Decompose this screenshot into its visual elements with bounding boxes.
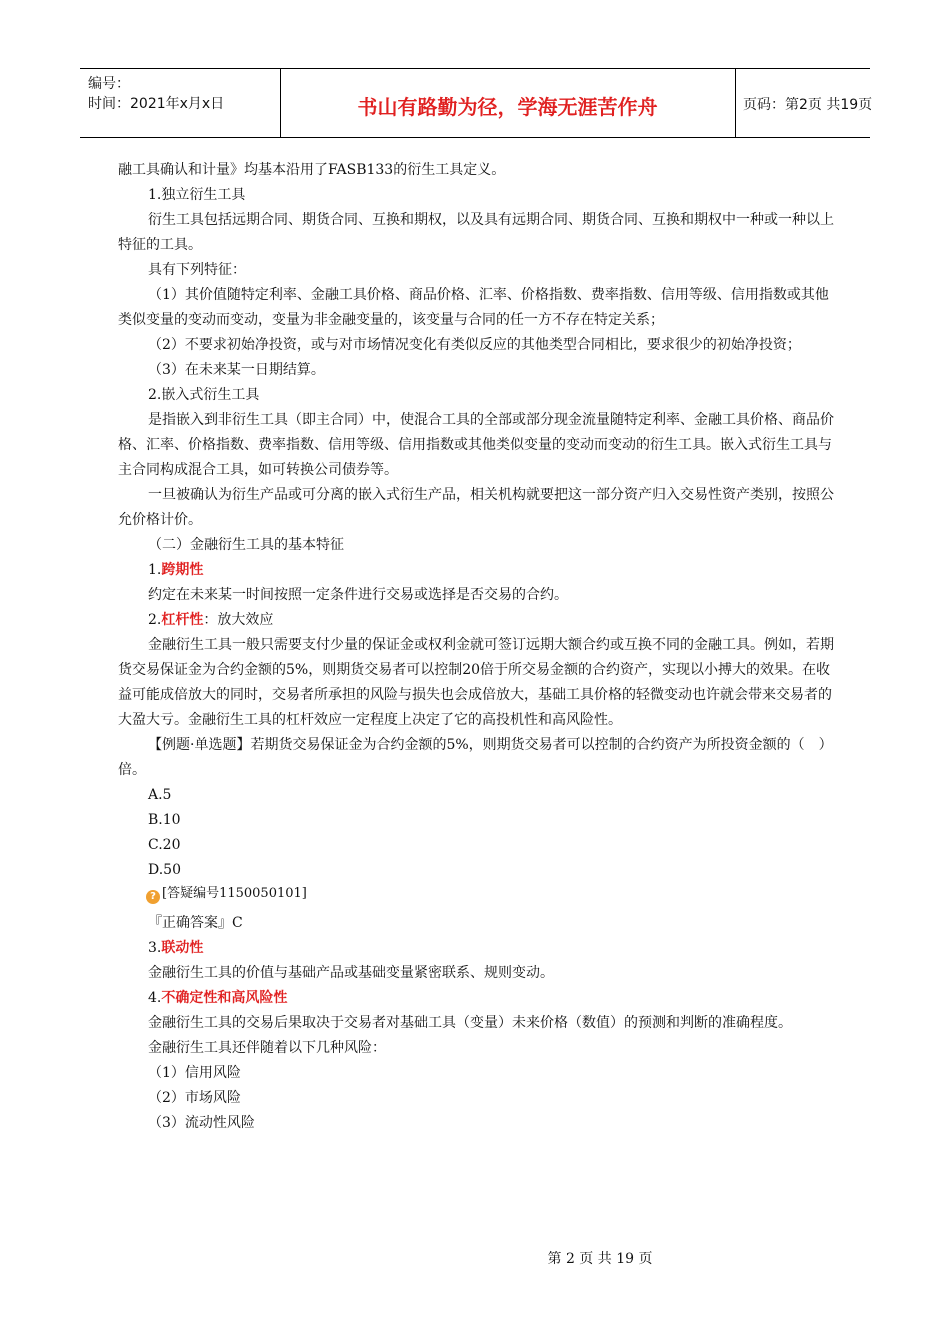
feature-heading: [118, 608, 838, 633]
feature-suffix: ：放大效应: [203, 612, 274, 628]
paragraph: 是指嵌入到非衍生工具（即主合同）中，使混合工具的全部或部分现金流量随特定利率、金融工具价格、商品价格、汇率、价格指数、费率指数、信用等级、信用指数或其他类似变量的变动而变动的衍生工具。嵌入式衍生工具与主合同构成混合工具，如可转换公司债券等。: [118, 412, 834, 478]
date-line: 时间：2021年x月x日: [88, 96, 225, 112]
paragraph: 约定在未来某一时间按照一定条件进行交易或选择是否交易的合约。: [148, 587, 568, 603]
question-icon: ?: [146, 890, 160, 904]
feature-title: 跨期性: [161, 562, 204, 578]
page-footer: [0, 1248, 950, 1268]
section-heading: 1.独立衍生工具: [148, 187, 246, 203]
paragraph: 金融衍生工具还伴随着以下几种风险：: [148, 1040, 386, 1056]
option-d: D.50: [148, 862, 181, 878]
page-header: [80, 68, 873, 138]
paragraph: 具有下列特征：: [148, 262, 246, 278]
header-page-info: 页码：第2页 共19页: [743, 97, 873, 113]
qa-reference[interactable]: [118, 883, 838, 905]
header-middle-cell: [280, 69, 736, 137]
qa-reference-text: [答疑编号1150050101]: [162, 886, 307, 901]
option-b: B.10: [148, 812, 181, 828]
paragraph: 融工具确认和计量》均基本沿用了FASB133的衍生工具定义。: [118, 162, 506, 178]
paragraph: 金融衍生工具一般只需要支付少量的保证金或权利金就可签订远期大额合约或互换不同的金融工具。例如，若期货交易保证金为合约金额的5%，则期货交易者可以控制20倍于所交易金额的合约资产，实现以小搏大的效果。在收益可能成倍放大的同时，交易者所承担的风险与损失也会成倍放大，基础工具价格的轻微变动也许就会带来交易者的大盈大亏。金融衍生工具的杠杆效应一定程度上决定了它的高投机性和高风险性。: [118, 637, 834, 728]
header-right-cell: [735, 69, 873, 137]
feature-heading: [118, 936, 838, 961]
option-c: C.20: [148, 837, 181, 853]
list-item: （3）在未来某一日期结算。: [148, 362, 325, 378]
paragraph: 金融衍生工具的价值与基础产品或基础变量紧密联系、规则变动。: [148, 965, 554, 981]
list-item: （1）信用风险: [148, 1065, 241, 1081]
correct-answer: 『正确答案』C: [148, 915, 243, 931]
list-item: （2）不要求初始净投资，或与对市场情况变化有类似反应的其他类型合同相比，要求很少的初始净投资；: [148, 337, 801, 353]
header-motto: 书山有路勤为径，学海无涯苦作舟: [357, 95, 658, 119]
feature-title: 不确定性和高风险性: [161, 990, 288, 1006]
document-body: [118, 158, 838, 1136]
feature-title: 联动性: [161, 940, 204, 956]
section-heading: 2.嵌入式衍生工具: [148, 387, 260, 403]
paragraph: 一旦被确认为衍生产品或可分离的嵌入式衍生产品，相关机构就要把这一部分资产归入交易性资产类别，按照公允价格计价。: [118, 487, 834, 528]
feature-number: 3.: [148, 940, 162, 956]
list-item: （1）其价值随特定利率、金融工具价格、商品价格、汇率、价格指数、费率指数、信用等级、信用指数或其他类似变量的变动而变动，变量为非金融变量的，该变量与合同的任一方不存在特定关系；: [118, 287, 829, 328]
example-question: 【例题·单选题】若期货交易保证金为合约金额的5%，则期货交易者可以控制的合约资产为所投资金额的（ ）倍。: [118, 737, 833, 778]
feature-title: 杠杆性: [161, 612, 204, 628]
section-heading: （二）金融衍生工具的基本特征: [148, 537, 344, 553]
number-label: 编号：: [88, 76, 130, 92]
feature-heading: [118, 558, 838, 583]
paragraph: 衍生工具包括远期合同、期货合同、互换和期权，以及具有远期合同、期货合同、互换和期权中一种或一种以上特征的工具。: [118, 212, 834, 253]
feature-number: 2.: [148, 612, 162, 628]
list-item: （3）流动性风险: [148, 1115, 255, 1131]
feature-number: 4.: [148, 990, 162, 1006]
feature-heading: [118, 986, 838, 1011]
list-item: （2）市场风险: [148, 1090, 241, 1106]
footer-page-number: 第 2 页 共 19 页: [547, 1251, 653, 1267]
feature-number: 1.: [148, 562, 162, 578]
option-a: A.5: [148, 787, 172, 803]
paragraph: 金融衍生工具的交易后果取决于交易者对基础工具（变量）未来价格（数值）的预测和判断的准确程度。: [148, 1015, 792, 1031]
header-left-cell: [80, 69, 281, 137]
